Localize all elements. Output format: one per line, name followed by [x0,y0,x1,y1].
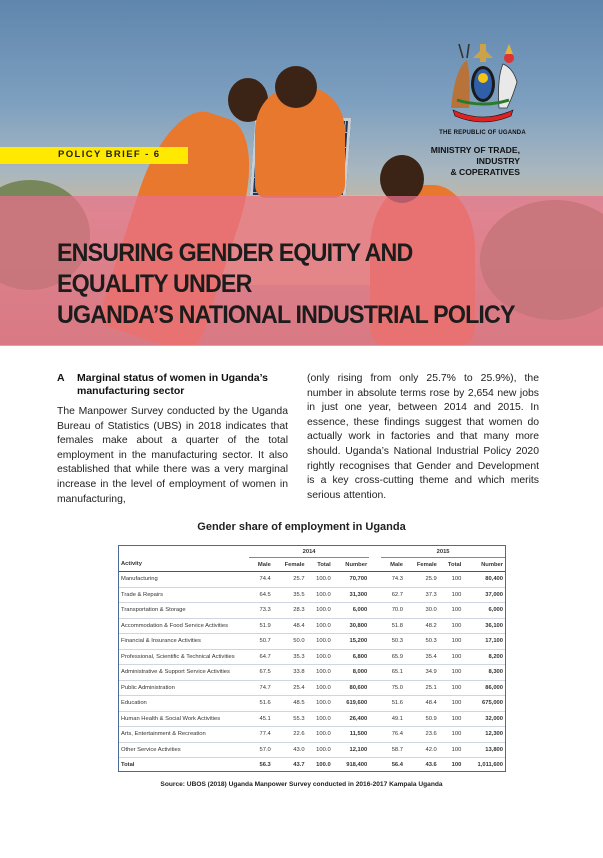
section-heading-text: Marginal status of women in Uganda’s manufacturing sector [77,372,268,397]
value-cell: 100 [439,649,464,665]
value-cell: 55.3 [273,711,307,727]
table-row [119,696,505,712]
column-header: Total [307,558,333,572]
value-cell: 43.0 [273,742,307,758]
column-header: Activity [119,558,249,572]
column-header: Number [463,558,505,572]
value-cell: 31,300 [333,587,370,603]
column-header: Total [439,558,464,572]
value-cell: 51.6 [249,696,273,712]
value-cell: 62.7 [381,587,405,603]
republic-label: THE REPUBLIC OF UGANDA [439,130,526,136]
value-cell: 30.0 [405,603,439,619]
value-cell: 73.3 [249,603,273,619]
value-cell: 100.0 [307,603,333,619]
value-cell: 35.5 [273,587,307,603]
value-cell: 48.4 [273,618,307,634]
value-cell: 8,000 [333,665,370,681]
value-cell: 100.0 [307,696,333,712]
value-cell: 56.3 [249,758,273,772]
year-header-2014: 2014 [249,546,369,558]
value-cell: 26,400 [333,711,370,727]
value-cell: 43.6 [405,758,439,772]
table-row [119,618,505,634]
value-cell: 100 [439,680,464,696]
section-letter: A [57,372,65,384]
value-cell: 17,100 [463,634,505,650]
year-header-2015: 2015 [381,546,505,558]
value-cell: 15,200 [333,634,370,650]
value-cell: 11,500 [333,727,370,743]
activity-cell: Transportation & Storage [119,603,249,619]
value-cell: 100 [439,665,464,681]
value-cell: 34.9 [405,665,439,681]
body-column-2: (only rising from only 25.7% to 25.9%), the number in absolute terms rose by 2,654 new jobs in just one year, between 2014 and 2015. In essence, these findings suggest that women do actually work in factories and that many more should. Uganda’s National Industrial Policy 2020 rightly recognises that Gender and Development is a key cross-cutting theme and which merits serious attention. [307,373,539,501]
table-row [119,649,505,665]
page-title [57,238,522,331]
value-cell: 64.7 [249,649,273,665]
value-cell: 57.0 [249,742,273,758]
value-cell: 918,400 [333,758,370,772]
value-cell: 100.0 [307,649,333,665]
value-cell: 6,000 [463,603,505,619]
value-cell: 35.4 [405,649,439,665]
value-cell: 35.3 [273,649,307,665]
value-cell: 100 [439,727,464,743]
value-cell: 48.5 [273,696,307,712]
column-header: Female [273,558,307,572]
table-row [119,587,505,603]
value-cell: 50.3 [381,634,405,650]
value-cell: 51.9 [249,618,273,634]
section-heading [57,372,287,398]
value-cell: 50.0 [273,634,307,650]
activity-cell: Education [119,696,249,712]
value-cell: 48.4 [405,696,439,712]
activity-cell: Arts, Entertainment & Recreation [119,727,249,743]
value-cell: 13,800 [463,742,505,758]
ministry-line-1: MINISTRY OF TRADE, INDUSTRY [430,145,520,166]
ministry-name [400,145,520,178]
value-cell: 76.4 [381,727,405,743]
value-cell: 25.9 [405,572,439,588]
value-cell: 100.0 [307,742,333,758]
table-total-row [119,758,505,772]
value-cell: 74.4 [249,572,273,588]
value-cell: 64.5 [249,587,273,603]
value-cell: 30,800 [333,618,370,634]
value-cell: 50.7 [249,634,273,650]
value-cell: 65.9 [381,649,405,665]
value-cell: 12,300 [463,727,505,743]
policy-brief-label: POLICY BRIEF - 6 [58,149,161,160]
value-cell: 12,100 [333,742,370,758]
value-cell: 49.1 [381,711,405,727]
table-row [119,742,505,758]
activity-cell: Accommodation & Food Service Activities [119,618,249,634]
title-line-1: ENSURING GENDER EQUITY AND EQUALITY UNDER [57,239,413,298]
value-cell: 74.3 [381,572,405,588]
value-cell: 6,800 [333,649,370,665]
value-cell: 100.0 [307,634,333,650]
value-cell: 25.1 [405,680,439,696]
value-cell: 100.0 [307,587,333,603]
value-cell: 100.0 [307,711,333,727]
table-row [119,603,505,619]
value-cell: 37,000 [463,587,505,603]
column-header: Male [249,558,273,572]
table-row [119,727,505,743]
value-cell: 43.7 [273,758,307,772]
value-cell: 77.4 [249,727,273,743]
uganda-coat-of-arms-icon [443,38,523,124]
value-cell: 37.3 [405,587,439,603]
table-source-note: Source: UBOS (2018) Uganda Manpower Survey conducted in 2016-2017 Kampala Uganda [160,781,443,788]
value-cell: 70.0 [381,603,405,619]
value-cell: 100 [439,742,464,758]
value-cell: 100 [439,618,464,634]
value-cell: 100.0 [307,665,333,681]
column-header: Female [405,558,439,572]
value-cell: 100 [439,572,464,588]
value-cell: 619,600 [333,696,370,712]
value-cell: 48.2 [405,618,439,634]
value-cell: 51.8 [381,618,405,634]
value-cell: 675,000 [463,696,505,712]
value-cell: 56.4 [381,758,405,772]
employment-table [118,545,506,772]
activity-cell: Human Health & Social Work Activities [119,711,249,727]
value-cell: 100 [439,634,464,650]
table-row [119,711,505,727]
value-cell: 100.0 [307,618,333,634]
value-cell: 100 [439,758,464,772]
activity-cell: Administrative & Support Service Activities [119,665,249,681]
value-cell: 1,011,600 [463,758,505,772]
value-cell: 25.4 [273,680,307,696]
value-cell: 45.1 [249,711,273,727]
ministry-line-2: & COPERATIVES [450,167,520,177]
value-cell: 42.0 [405,742,439,758]
column-header: Male [381,558,405,572]
value-cell: 74.7 [249,680,273,696]
policy-brief-tag [0,147,188,164]
table-title: Gender share of employment in Uganda [197,521,406,533]
value-cell: 65.1 [381,665,405,681]
value-cell: 28.3 [273,603,307,619]
value-cell: 100.0 [307,572,333,588]
value-cell: 8,200 [463,649,505,665]
value-cell: 70,700 [333,572,370,588]
column-header: Number [333,558,370,572]
title-line-2: UGANDA’S NATIONAL INDUSTRIAL POLICY [57,301,515,329]
value-cell: 67.5 [249,665,273,681]
value-cell: 100 [439,587,464,603]
value-cell: 58.7 [381,742,405,758]
value-cell: 75.0 [381,680,405,696]
value-cell: 100.0 [307,680,333,696]
value-cell: 100 [439,696,464,712]
activity-cell: Professional, Scientific & Technical Activities [119,649,249,665]
table-row [119,634,505,650]
value-cell: 50.3 [405,634,439,650]
value-cell: 36,100 [463,618,505,634]
table-row [119,572,505,588]
activity-cell: Financial & Insurance Activities [119,634,249,650]
value-cell: 80,400 [463,572,505,588]
value-cell: 51.6 [381,696,405,712]
table-row [119,665,505,681]
activity-cell: Trade & Repairs [119,587,249,603]
value-cell: 33.8 [273,665,307,681]
activity-cell: Other Service Activities [119,742,249,758]
value-cell: 100.0 [307,758,333,772]
value-cell: 8,300 [463,665,505,681]
value-cell: 50.9 [405,711,439,727]
value-cell: 100 [439,603,464,619]
value-cell: 6,000 [333,603,370,619]
value-cell: 100 [439,711,464,727]
worker-head [275,66,317,108]
value-cell: 86,000 [463,680,505,696]
value-cell: 80,600 [333,680,370,696]
value-cell: 100.0 [307,727,333,743]
table-row [119,680,505,696]
value-cell: 32,000 [463,711,505,727]
activity-cell: Manufacturing [119,572,249,588]
value-cell: 23.6 [405,727,439,743]
value-cell: 25.7 [273,572,307,588]
activity-cell: Public Administration [119,680,249,696]
body-column-1: The Manpower Survey conducted by the Uganda Bureau of Statistics (UBS) in 2018 indicates that females make about a quarter of the total employment in the manufacturing sector. It also established that while there was a very marginal increase in the level of employment of women in manufacturing, [57,406,288,505]
value-cell: 22.6 [273,727,307,743]
activity-cell: Total [119,758,249,772]
